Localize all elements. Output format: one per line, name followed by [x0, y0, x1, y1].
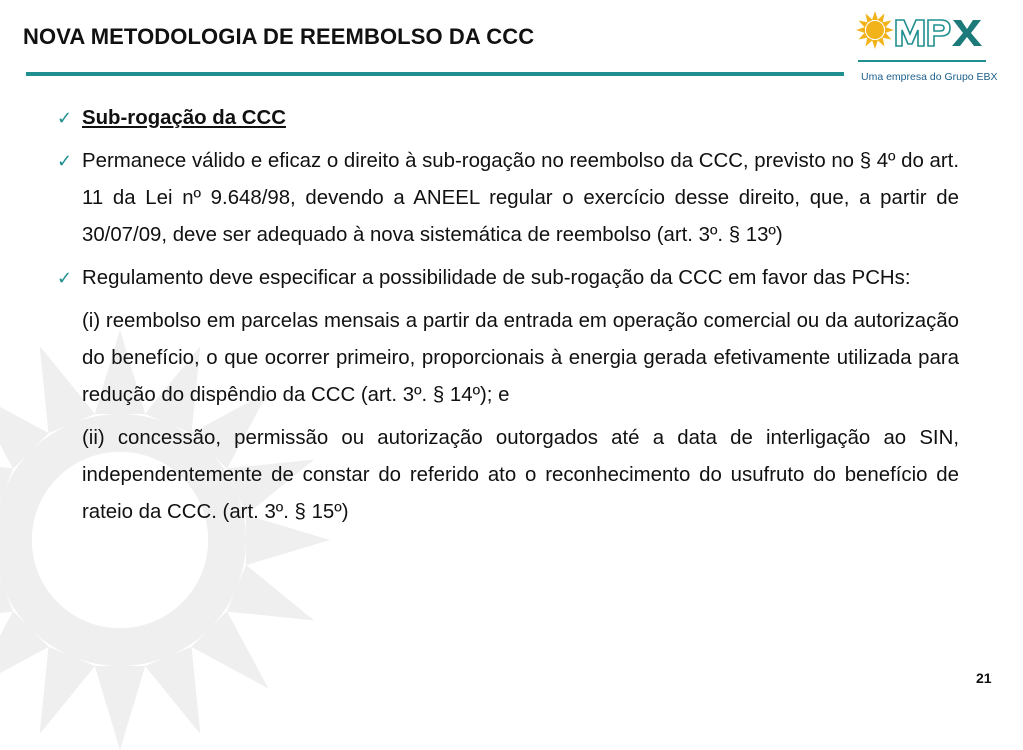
check-icon: ✓ — [57, 108, 73, 128]
section-heading: Sub-rogação da CCC — [82, 107, 286, 129]
bullet-text: Regulamento deve especificar a possibilidade de sub-rogação da CCC em favor das PCHs: — [82, 267, 911, 289]
bullet-item — [57, 100, 959, 137]
page-number: 21 — [976, 670, 992, 686]
bullet-text: Permanece válido e eficaz o direito à sub-rogação no reembolso da CCC, previsto no § 4º do art. 11 da Lei nº 9.648/98, devendo a ANEEL regular o exercício desse direito, que, a partir de 30/07/09, deve ser adequado à nova sistemática de reembolso (art. 3º. § 13º) — [82, 150, 959, 246]
title-divider — [26, 72, 844, 76]
check-icon: ✓ — [57, 151, 73, 171]
sub-item-text: (i) reembolso em parcelas mensais a partir da entrada em operação comercial ou da autorização do benefício, o que ocorrer primeiro, proporcionais à energia gerada efetivamente utilizada para redução do dispêndio da CCC (art. 3º. § 14º); e — [82, 310, 959, 406]
sub-item-text: (ii) concessão, permissão ou autorização outorgados até a data de interligação ao SIN, independentemente de constar do referido ato o reconhecimento do usufruto do benefício de rateio da CCC. (art. 3º. § 15º) — [82, 427, 959, 523]
bullet-item — [57, 143, 959, 254]
sun-logo-icon — [856, 11, 894, 49]
sub-item — [57, 420, 959, 531]
slide-body — [57, 100, 959, 537]
logo-tagline: Uma empresa do Grupo EBX — [861, 71, 998, 83]
slide-title: NOVA METODOLOGIA DE REEMBOLSO DA CCC — [23, 24, 535, 49]
sub-item — [57, 303, 959, 414]
bullet-item — [57, 260, 959, 297]
check-icon: ✓ — [57, 268, 73, 288]
